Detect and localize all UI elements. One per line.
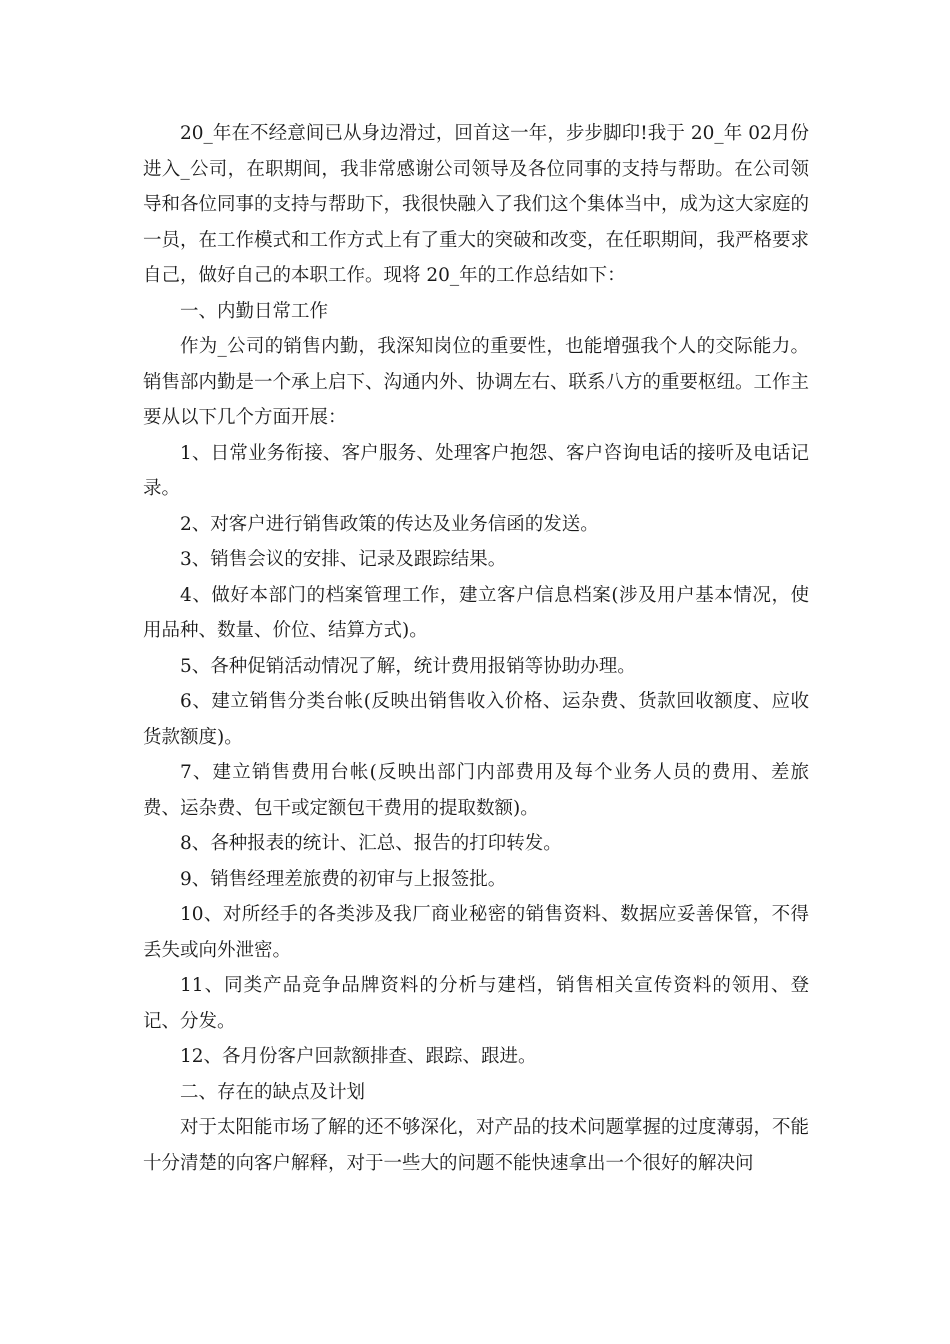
paragraph-shortcomings: 对于太阳能市场了解的还不够深化，对产品的技术问题掌握的过度薄弱，不能十分清楚的向客户解释，对于一些大的问题不能快速拿出一个很好的解决问 bbox=[143, 1117, 810, 1174]
list-item-8: 8、各种报表的统计、汇总、报告的打印转发。 bbox=[180, 833, 562, 854]
list-item-1: 1、日常业务衔接、客户服务、处理客户抱怨、客户咨询电话的接听及电话记录。 bbox=[143, 442, 809, 499]
list-item-3: 3、销售会议的安排、记录及跟踪结果。 bbox=[180, 549, 507, 570]
document-body bbox=[143, 116, 809, 1181]
list-item-4: 4、做好本部门的档案管理工作，建立客户信息档案(涉及用户基本情况，使用品种、数量、价位、结算方式)。 bbox=[143, 584, 809, 641]
list-item-7: 7、建立销售费用台帐(反映出部门内部费用及每个业务人员的费用、差旅费、运杂费、包干或定额包干费用的提取数额)。 bbox=[143, 762, 809, 819]
list-item-5: 5、各种促销活动情况了解，统计费用报销等协助办理。 bbox=[180, 655, 636, 677]
paragraph-role-description: 作为_公司的销售内勤，我深知岗位的重要性，也能增强我个人的交际能力。销售部内勤是一个承上启下、沟通内外、协调左右、联系八方的重要枢纽。工作主要从以下几个方面开展： bbox=[143, 336, 810, 428]
list-item-10: 10、对所经手的各类涉及我厂商业秘密的销售资料、数据应妥善保管，不得丢失或向外泄密。 bbox=[143, 904, 809, 961]
list-item-6: 6、建立销售分类台帐(反映出销售收入价格、运杂费、货款回收额度、应收货款额度)。 bbox=[143, 691, 809, 748]
list-item-2: 2、对客户进行销售政策的传达及业务信函的发送。 bbox=[180, 513, 599, 535]
list-item-11: 11、同类产品竞争品牌资料的分析与建档，销售相关宣传资料的领用、登记、分发。 bbox=[143, 975, 809, 1032]
section-heading-shortcomings: 二、存在的缺点及计划 bbox=[180, 1081, 366, 1103]
section-heading-daily-work: 一、内勤日常工作 bbox=[180, 300, 329, 322]
intro-paragraph: 20_年在不经意间已从身边滑过，回首这一年，步步脚印!我于 20_年 02月份进入_公司，在职期间，我非常感谢公司领导及各位同事的支持与帮助。在公司领导和各位同事的支持与帮助下，我很快融入了我们这个集体当中，成为这大家庭的一员，在工作模式和工作方式上有了重大的突破和改变，在任职期间，我严格要求自己，做好自己的本职工作。现将 20_年的工作总结如下： bbox=[143, 123, 810, 286]
list-item-12: 12、各月份客户回款额排查、跟踪、跟进。 bbox=[180, 1046, 537, 1067]
list-item-9: 9、销售经理差旅费的初审与上报签批。 bbox=[180, 868, 507, 890]
